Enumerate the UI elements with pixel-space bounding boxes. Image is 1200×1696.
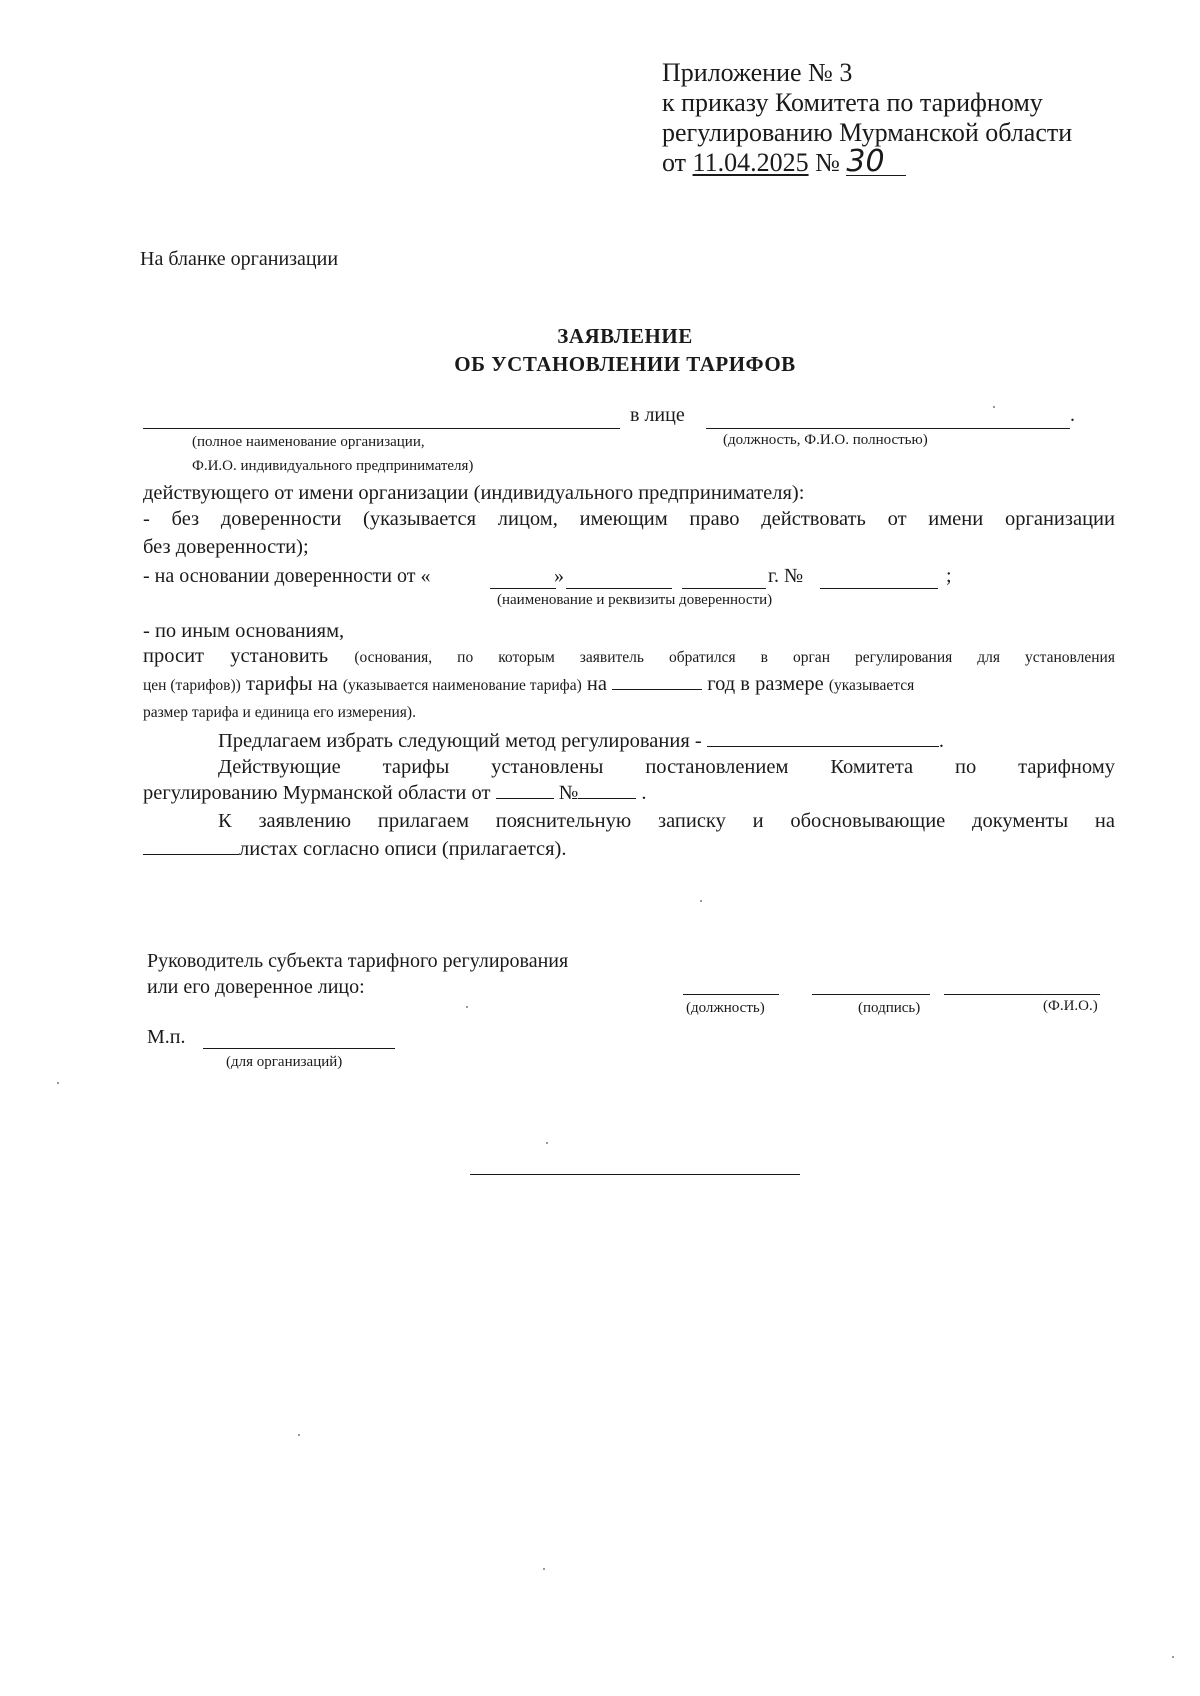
signature-position-hint: (должность) [686, 1000, 765, 1016]
position-name-field[interactable] [706, 428, 1070, 429]
in-person-label: в лице [630, 404, 685, 426]
poa-number-field[interactable] [820, 588, 938, 589]
poa-hint: (наименование и реквизиты доверенности) [497, 592, 773, 608]
current-tariffs-end: . [636, 782, 647, 804]
poa-day-field[interactable] [490, 588, 556, 589]
request-line-2-hint-c: (указывается [828, 677, 915, 694]
signature-sign-field[interactable] [812, 994, 930, 995]
signature-position-field[interactable] [683, 994, 779, 995]
seal-field[interactable] [203, 1048, 395, 1049]
acting-text: действующего от имени организации (индивидуального предпринимателя): [143, 482, 805, 504]
method-end: . [938, 730, 944, 752]
scan-speck [993, 406, 995, 408]
attachments-line-1: К заявлению прилагаем пояснительную записку и обосновывающие документы на [218, 810, 1115, 832]
request-year-field[interactable] [612, 671, 702, 690]
current-tariffs-number-field[interactable] [578, 780, 636, 799]
signature-name-field[interactable] [944, 994, 1100, 995]
request-line-1-main: просит установить [143, 645, 355, 667]
current-tariffs-line-2 [143, 780, 1115, 806]
request-line-2-hint-a: цен (тарифов)) [143, 677, 241, 694]
method-text: Предлагаем избрать следующий метод регулирования - [218, 730, 707, 752]
current-tariffs-text: регулированию Мурманской области от [143, 782, 496, 804]
signature-name-hint: (Ф.И.О.) [1043, 998, 1098, 1014]
current-tariffs-date-field[interactable] [496, 780, 554, 799]
row1-end-dot: . [1070, 404, 1075, 426]
poa-prefix: - на основании доверенности от « [143, 565, 431, 587]
request-line-2-hint-b: (указывается наименование тарифа) [342, 677, 582, 694]
request-line-3: размер тарифа и единица его измерения). [143, 704, 416, 721]
other-grounds-text: - по иным основаниям, [143, 620, 345, 642]
poa-end: ; [946, 565, 952, 587]
document-title: ЗАЯВЛЕНИЕ [557, 324, 693, 348]
without-poa-line-2: без доверенности); [143, 536, 309, 558]
org-name-field[interactable] [143, 428, 620, 429]
annex-number-label: № [808, 148, 847, 177]
request-line-1 [143, 643, 1115, 671]
request-line-2-main-c: год в размере [702, 673, 829, 695]
seal-hint: (для организаций) [226, 1054, 343, 1070]
current-tariffs-number-label: № [553, 782, 579, 804]
annex-line-3: регулированию Мурманской области [662, 118, 1073, 147]
annex-order-date: 11.04.2025 [692, 148, 809, 177]
annex-from-prefix: от [662, 148, 693, 177]
poa-year-label: г. № [768, 565, 804, 587]
annex-line-4 [662, 144, 1072, 179]
method-field[interactable] [707, 728, 939, 747]
scan-speck [57, 1082, 59, 1084]
document-subtitle: ОБ УСТАНОВЛЕНИИ ТАРИФОВ [454, 352, 796, 376]
annex-line-1: Приложение № 3 [662, 58, 853, 87]
attachments-sheets-field[interactable] [143, 836, 239, 855]
poa-year-field[interactable] [682, 588, 766, 589]
request-line-2-main-b: на [581, 673, 613, 695]
signature-sign-hint: (подпись) [858, 1000, 921, 1016]
org-name-hint-1: (полное наименование организации, [192, 434, 425, 450]
letterhead-note: На бланке организации [140, 248, 339, 270]
without-poa-line-1: - без доверенности (указывается лицом, имеющим право действовать от имени организации [143, 508, 1115, 530]
scan-speck [543, 1568, 545, 1570]
request-line-2 [143, 671, 1115, 699]
annex-line-2: к приказу Комитета по тарифному [662, 88, 1043, 117]
poa-month-field[interactable] [566, 588, 672, 589]
method-line [218, 728, 1118, 754]
scan-speck [546, 1142, 548, 1144]
annex-order-number-handwritten: 30 [846, 149, 906, 176]
annex-header [662, 58, 1072, 178]
document-end-separator [470, 1174, 800, 1175]
attachments-line-2 [143, 836, 1115, 862]
position-name-hint: (должность, Ф.И.О. полностью) [723, 432, 928, 448]
signatory-line-2: или его доверенное лицо: [147, 976, 365, 998]
scan-speck [700, 900, 702, 902]
scan-speck [1172, 1656, 1174, 1658]
org-name-hint-2: Ф.И.О. индивидуального предпринимателя) [192, 458, 474, 474]
scan-speck [298, 1434, 300, 1436]
scan-speck [466, 1006, 468, 1008]
request-line-2-main-a: тарифы на [240, 673, 343, 695]
attachments-text: листах согласно описи (прилагается). [239, 838, 567, 860]
seal-label: М.п. [147, 1026, 186, 1048]
request-line-1-hint: (основания, по которым заявитель обратился в орган регулирования для установления [354, 649, 1115, 666]
signatory-line-1: Руководитель субъекта тарифного регулирования [147, 950, 569, 972]
poa-quote-close: » [554, 565, 564, 587]
current-tariffs-line-1: Действующие тарифы установлены постановлением Комитета по тарифному [218, 756, 1115, 778]
